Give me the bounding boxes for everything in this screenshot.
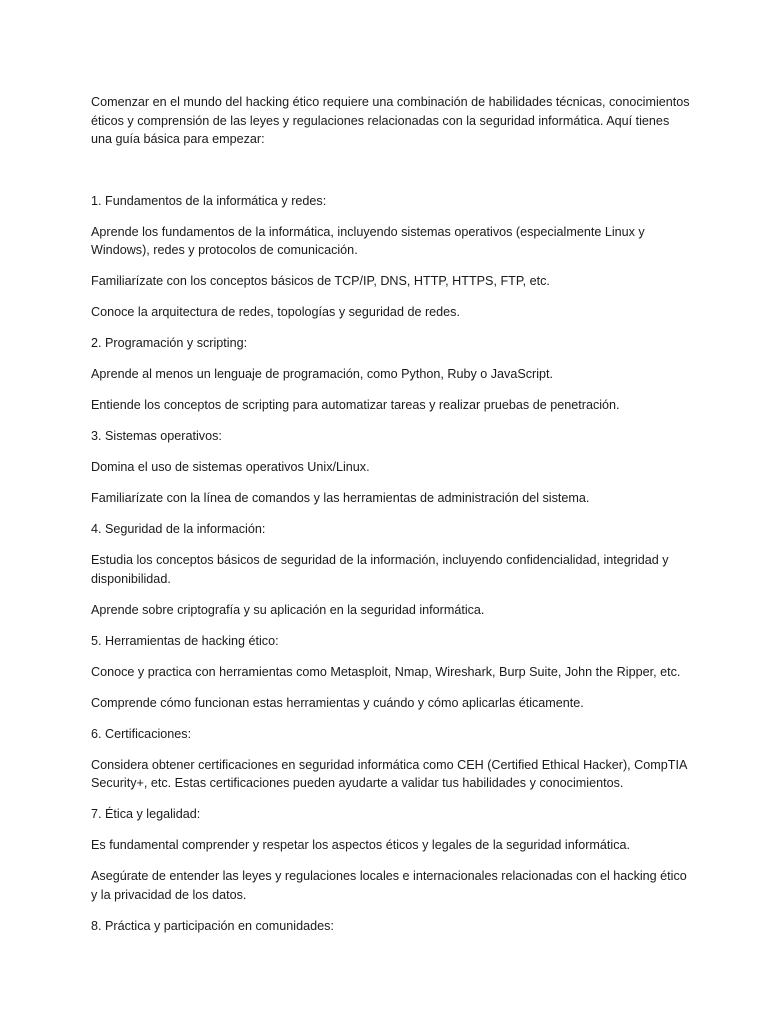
section-heading-seguridad: 4. Seguridad de la información: (91, 522, 266, 536)
intro-paragraph: Comenzar en el mundo del hacking ético requiere una combinación de habilidades técnicas, conocimientos éticos y comprensión de las leyes y regulaciones relacionadas con la seguridad informática. Aquí tienes una guía básica para empezar: (91, 95, 690, 146)
paragraph: Familiarízate con los conceptos básicos de TCP/IP, DNS, HTTP, HTTPS, FTP, etc. (91, 274, 550, 288)
paragraph: Aprende al menos un lenguaje de programación, como Python, Ruby o JavaScript. (91, 367, 554, 381)
paragraph: Entiende los conceptos de scripting para automatizar tareas y realizar pruebas de penetración. (91, 398, 620, 412)
paragraph: Asegúrate de entender las leyes y regulaciones locales e internacionales relacionadas con el hacking ético y la privacidad de los datos. (91, 869, 687, 902)
section-heading-sistemas-operativos: 3. Sistemas operativos: (91, 429, 222, 443)
paragraph: Conoce y practica con herramientas como Metasploit, Nmap, Wireshark, Burp Suite, John the Ripper, etc. (91, 664, 681, 679)
section-heading-practica: 8. Práctica y participación en comunidades: (91, 918, 334, 933)
paragraph: Es fundamental comprender y respetar los aspectos éticos y legales de la seguridad informática. (91, 838, 631, 852)
document-body (91, 93, 691, 948)
paragraph: Estudia los conceptos básicos de seguridad de la información, incluyendo confidencialidad, integridad y disponibilidad. (91, 553, 669, 586)
paragraph: Aprende los fundamentos de la informática, incluyendo sistemas operativos (especialmente Linux y Windows), redes y protocolos de comunicación. (91, 224, 645, 257)
section-heading-certificaciones: 6. Certificaciones: (91, 726, 192, 741)
paragraph: Comprende cómo funcionan estas herramientas y cuándo y cómo aplicarlas éticamente. (91, 695, 584, 710)
paragraph: Aprende sobre criptografía y su aplicación en la seguridad informática. (91, 602, 485, 617)
section-heading-fundamentos: 1. Fundamentos de la informática y redes: (91, 193, 327, 208)
section-heading-etica: 7. Ética y legalidad: (91, 807, 201, 821)
paragraph: Domina el uso de sistemas operativos Unix/Linux. (91, 460, 370, 474)
section-heading-programacion: 2. Programación y scripting: (91, 336, 248, 350)
paragraph: Familiarízate con la línea de comandos y las herramientas de administración del sistema. (91, 491, 590, 505)
paragraph: Considera obtener certificaciones en seguridad informática como CEH (Certified Ethical Hacker), CompTIA Security+, etc. Estas certificaciones pueden ayudarte a validar tus habilidades y conocimientos. (91, 757, 687, 790)
section-heading-herramientas: 5. Herramientas de hacking ético: (91, 633, 279, 648)
paragraph: Conoce la arquitectura de redes, topologías y seguridad de redes. (91, 305, 460, 319)
